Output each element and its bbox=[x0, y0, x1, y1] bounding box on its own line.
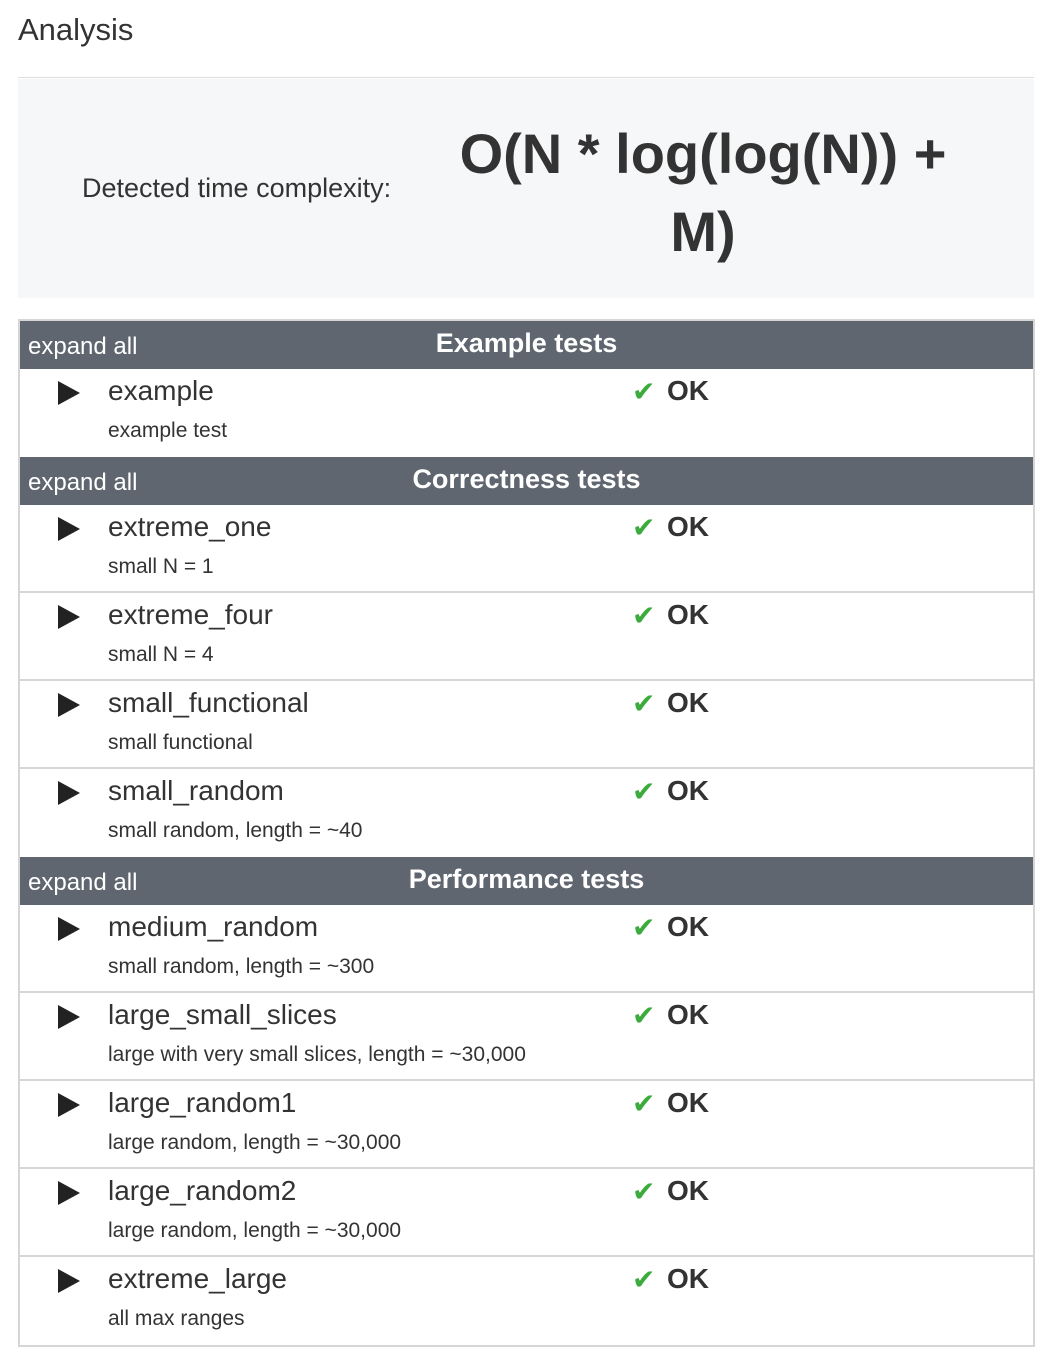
test-name: extreme_large bbox=[108, 1263, 287, 1294]
test-description: small functional bbox=[108, 731, 253, 754]
check-icon: ✔ bbox=[632, 776, 656, 807]
triangle-right-icon[interactable] bbox=[58, 1181, 80, 1205]
test-group-title: Correctness tests bbox=[412, 464, 641, 494]
test-row bbox=[20, 593, 1033, 681]
test-group-header bbox=[20, 321, 1033, 369]
page-title: Analysis bbox=[18, 12, 134, 47]
expand-all-link[interactable]: expand all bbox=[28, 469, 138, 496]
test-name: large_random1 bbox=[108, 1087, 297, 1118]
test-row bbox=[20, 905, 1033, 993]
test-row bbox=[20, 505, 1033, 593]
check-icon: ✔ bbox=[632, 1088, 656, 1119]
complexity-panel bbox=[18, 79, 1034, 298]
test-row bbox=[20, 769, 1033, 857]
test-group-header bbox=[20, 857, 1033, 905]
check-icon: ✔ bbox=[632, 376, 656, 407]
triangle-right-icon[interactable] bbox=[58, 781, 80, 805]
test-row bbox=[20, 1169, 1033, 1257]
complexity-value-line-2: M) bbox=[670, 200, 736, 263]
test-status: OK bbox=[667, 1263, 709, 1294]
title-divider bbox=[18, 77, 1034, 78]
test-status: OK bbox=[667, 1087, 709, 1118]
test-group-header bbox=[20, 457, 1033, 505]
test-results-table bbox=[18, 319, 1035, 1347]
test-description: all max ranges bbox=[108, 1307, 245, 1330]
test-row bbox=[20, 1081, 1033, 1169]
test-description: small N = 4 bbox=[108, 643, 214, 666]
test-status: OK bbox=[667, 1175, 709, 1206]
check-icon: ✔ bbox=[632, 912, 656, 943]
check-icon: ✔ bbox=[632, 1176, 656, 1207]
expand-all-link[interactable]: expand all bbox=[28, 869, 138, 896]
test-description: small random, length = ~300 bbox=[108, 955, 375, 978]
test-name: extreme_four bbox=[108, 599, 273, 630]
test-status: OK bbox=[667, 911, 709, 942]
test-description: small N = 1 bbox=[108, 555, 214, 578]
test-group-title: Example tests bbox=[435, 328, 618, 358]
check-icon: ✔ bbox=[632, 1000, 656, 1031]
test-name: large_small_slices bbox=[108, 999, 337, 1030]
test-name: extreme_one bbox=[108, 511, 272, 542]
triangle-right-icon[interactable] bbox=[58, 381, 80, 405]
test-name: medium_random bbox=[108, 911, 319, 942]
check-icon: ✔ bbox=[632, 600, 656, 631]
complexity-label: Detected time complexity: bbox=[82, 173, 392, 203]
test-description: large random, length = ~30,000 bbox=[108, 1131, 402, 1154]
test-status: OK bbox=[667, 999, 709, 1030]
triangle-right-icon[interactable] bbox=[58, 1269, 80, 1293]
test-description: large with very small slices, length = ~30,000 bbox=[108, 1043, 526, 1066]
test-description: large random, length = ~30,000 bbox=[108, 1219, 402, 1242]
complexity-value-line-1: O(N * log(log(N)) + bbox=[459, 122, 947, 185]
triangle-right-icon[interactable] bbox=[58, 517, 80, 541]
expand-all-link[interactable]: expand all bbox=[28, 333, 138, 360]
check-icon: ✔ bbox=[632, 1264, 656, 1295]
triangle-right-icon[interactable] bbox=[58, 1093, 80, 1117]
test-row bbox=[20, 993, 1033, 1081]
check-icon: ✔ bbox=[632, 512, 656, 543]
complexity-value bbox=[448, 115, 958, 271]
test-row bbox=[20, 681, 1033, 769]
test-status: OK bbox=[667, 599, 709, 630]
test-name: small_functional bbox=[108, 687, 309, 718]
triangle-right-icon[interactable] bbox=[58, 693, 80, 717]
test-name: small_random bbox=[108, 775, 284, 806]
test-status: OK bbox=[667, 511, 709, 542]
test-status: OK bbox=[667, 687, 709, 718]
test-group-title: Performance tests bbox=[408, 864, 645, 894]
test-row bbox=[20, 369, 1033, 457]
test-description: example test bbox=[108, 419, 228, 442]
check-icon: ✔ bbox=[632, 688, 656, 719]
test-name: large_random2 bbox=[108, 1175, 297, 1206]
test-status: OK bbox=[667, 775, 709, 806]
triangle-right-icon[interactable] bbox=[58, 917, 80, 941]
test-name: example bbox=[108, 375, 214, 406]
test-status: OK bbox=[667, 375, 709, 406]
triangle-right-icon[interactable] bbox=[58, 1005, 80, 1029]
test-row bbox=[20, 1257, 1033, 1345]
triangle-right-icon[interactable] bbox=[58, 605, 80, 629]
test-description: small random, length = ~40 bbox=[108, 819, 363, 842]
